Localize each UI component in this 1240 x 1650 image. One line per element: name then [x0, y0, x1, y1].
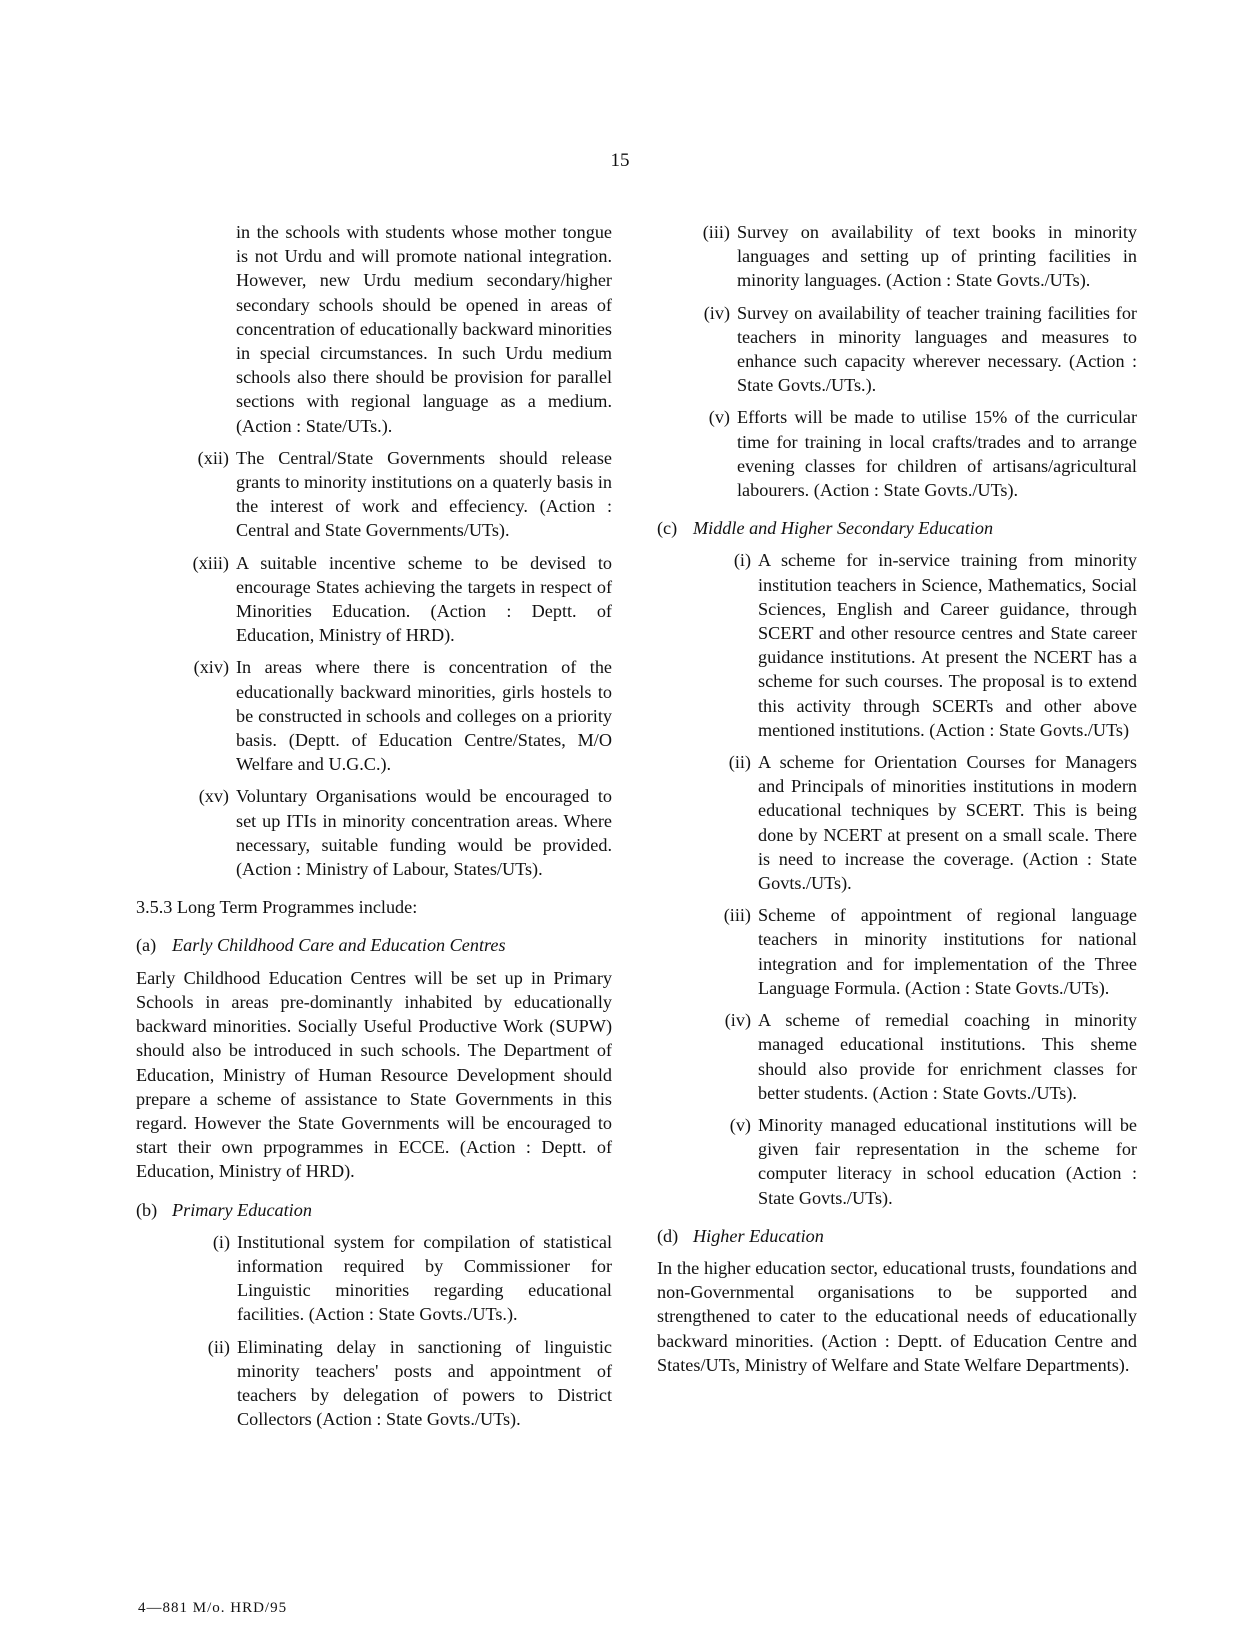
section-d-paragraph: In the higher education sector, educational trusts, foundations and non-Governmental organisations to be supported and strengthened to cater to the educational needs of educationally backward minorities. (Action : Deptt. of Education Centre and States/UTs, Ministry of Welfare and State Welfare Departments). [657, 1257, 1137, 1375]
section-a-heading [136, 933, 612, 957]
list-item-xv [176, 784, 612, 881]
item-text: Institutional system for compilation of statistical information required by Commissioner for Linguistic minorities regarding educational facilities. (Action : State Govts./UTs.). [237, 1231, 612, 1325]
item-text: A scheme of remedial coaching in minority managed educational institutions. This sheme should also provide for enrichment classes for better students. (Action : State Govts./UTs). [758, 1010, 1137, 1103]
list-item-c-v [712, 1113, 1137, 1210]
item-number: (xiii) [192, 552, 229, 573]
item-number: (ii) [728, 752, 751, 773]
list-item-iv [657, 301, 1137, 398]
list-item-c-ii [712, 750, 1137, 895]
list-item-c-iii [712, 903, 1137, 1000]
section-title: Higher Education [693, 1225, 824, 1246]
item-number: (i) [212, 1231, 230, 1252]
left-column [136, 220, 612, 1439]
item-number: (iii) [702, 222, 730, 242]
footer-print-code: 4—881 M/o. HRD/95 [138, 1600, 288, 1616]
section-letter: (d) [657, 1225, 679, 1246]
item-number: (v) [708, 407, 730, 428]
item-number: (iv) [724, 1010, 751, 1031]
list-item-iii [657, 220, 1137, 293]
list-item-c-i [712, 548, 1137, 742]
section-c-heading [657, 516, 1137, 540]
item-number: (v) [729, 1114, 751, 1135]
item-number: (iv) [703, 302, 730, 323]
section-title: Early Childhood Care and Education Centres [172, 935, 506, 956]
item-number: (xii) [197, 447, 229, 468]
item-number: (xv) [198, 786, 229, 807]
section-a-paragraph: Early Childhood Education Centres will be set up in Primary Schools in areas pre-dominantly inhabited by educationally backward minorities. Socially Useful Productive Work (SUPW) should also be introduced in such schools. The Department of Education, Ministry of Human Resource Development should prepare a scheme of assistance to State Governments in this regard. However the State Governments will be encouraged to start their own prpogrammes in ECCE. (Action : Deptt. of Education, Ministry of HRD). [136, 967, 612, 1182]
item-text: Eliminating delay in sanctioning of linguistic minority teachers' posts and appointment of teachers by delegation of powers to District Collectors (Action : State Govts./UTs). [237, 1336, 612, 1430]
item-text: Efforts will be made to utilise 15% of the curricular time for training in local crafts/trades and to arrange evening classes for children of artisans/agricultural labourers. (Action : State Govts./UTs). [737, 407, 1137, 501]
list-item-xiv [176, 655, 612, 776]
item-text: A scheme for in-service training from minority institution teachers in Science, Mathematics, Social Sciences, English and Career guidance, through SCERT and other resource centres and State career guidance institutions. At present the NCERT has a scheme for such courses. The proposal is to extend this activity through SCERTs and other above mentioned institutions. (Action : State Govts./UTs) [758, 550, 1137, 740]
right-column [657, 220, 1137, 1391]
list-item-b-i [191, 1230, 612, 1327]
item-text: Scheme of appointment of regional language teachers in minority institutions for national integration and for implementation of the Three Language Formula. (Action : State Govts./UTs). [758, 905, 1137, 998]
section-letter: (c) [657, 518, 678, 539]
list-item-b-ii [191, 1335, 612, 1432]
section-letter: (b) [136, 1199, 158, 1220]
list-item-c-iv [712, 1008, 1137, 1105]
section-letter: (a) [136, 935, 157, 956]
item-text: A scheme for Orientation Courses for Managers and Principals of minorities institutions in modern educational techniques by SCERT. This is being done by NCERT at present on a small scale. There is need to increase the coverage. (Action : State Govts./UTs). [758, 752, 1137, 894]
item-number: (ii) [207, 1336, 230, 1357]
item-number: (xiv) [193, 657, 229, 678]
item-number: (i) [733, 550, 751, 571]
section-title: Middle and Higher Secondary Education [693, 518, 994, 539]
item-text: Minority managed educational institutions will be given fair representation in the scheme for computer literacy in school education (Action : State Govts./UTs). [758, 1114, 1137, 1208]
item-text: Voluntary Organisations would be encouraged to set up ITIs in minority concentration areas. Where necessary, suitable funding would be provided. (Action : Ministry of Labour, States/UTs). [236, 786, 612, 880]
section-d-heading [657, 1224, 1137, 1248]
item-text: A suitable incentive scheme to be devised to encourage States achieving the targets in respect of Minorities Education. (Action : Deptt. of Education, Ministry of HRD). [236, 552, 612, 646]
item-text: The Central/State Governments should release grants to minority institutions on a quaterly basis in the interest of work and effeciency. (Action : Central and State Governments/UTs). [236, 447, 612, 541]
section-title: Primary Education [172, 1199, 312, 1220]
list-item-xiii [176, 551, 612, 648]
list-item-v [657, 405, 1137, 502]
item-text: Survey on availability of text books in minority languages and setting up of printing facilities in minority languages. (Action : State Govts./UTs). [737, 222, 1137, 291]
item-number: (iii) [723, 905, 751, 926]
item-text: Survey on availability of teacher training facilities for teachers in minority languages and measures to enhance such capacity wherever necessary. (Action : State Govts./UTs.). [737, 302, 1137, 396]
list-item-xii [176, 446, 612, 543]
item-text: In areas where there is concentration of the educationally backward minorities, girls hostels to be constructed in schools and colleges on a priority basis. (Deptt. of Education Centre/States, M/O Welfare and U.G.C.). [236, 657, 612, 775]
long-term-heading: 3.5.3 Long Term Programmes include: [136, 897, 418, 918]
continuation-paragraph: in the schools with students whose mother tongue is not Urdu and will promote national integration. However, new Urdu medium secondary/higher secondary schools should be opened in areas of concentration of educationally backward minorities in special circumstances. In such Urdu medium schools also there should be provision for parallel sections with regional language as a medium. (Action : State/UTs.). [236, 222, 612, 436]
section-b-heading [136, 1198, 612, 1222]
page-number: 15 [610, 150, 630, 171]
